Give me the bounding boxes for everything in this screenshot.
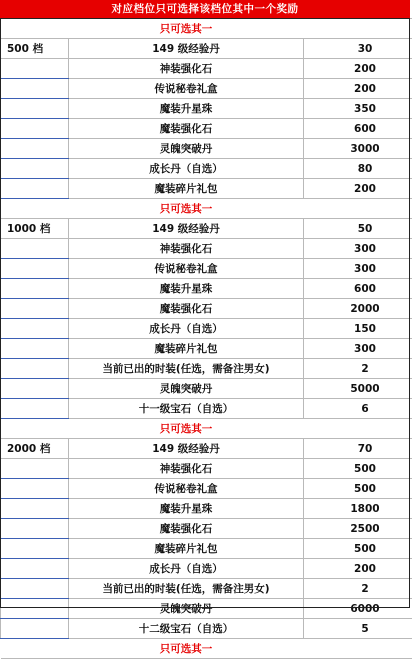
table-row [1, 359, 412, 379]
notice-spacer [1, 419, 69, 439]
reward-name: 传说秘卷礼盒 [69, 479, 304, 499]
table-row [1, 319, 412, 339]
tier-cell [1, 159, 69, 179]
table-row [1, 39, 412, 59]
table-row [1, 239, 412, 259]
reward-amount: 300 [304, 259, 412, 279]
tier-cell [1, 359, 69, 379]
notice-spacer [304, 639, 412, 659]
reward-name: 成长丹（自选） [69, 319, 304, 339]
reward-name: 魔装升星珠 [69, 499, 304, 519]
notice-spacer [1, 19, 69, 39]
tier-cell [1, 519, 69, 539]
notice-text: 只可选其一 [69, 419, 304, 439]
reward-amount: 50 [304, 219, 412, 239]
reward-name: 魔装碎片礼包 [69, 339, 304, 359]
reward-name: 魔装强化石 [69, 299, 304, 319]
tier-label: 2000 档 [1, 439, 69, 459]
reward-name: 十一级宝石（自选） [69, 399, 304, 419]
table-row [1, 99, 412, 119]
reward-amount: 200 [304, 559, 412, 579]
notice-text: 只可选其一 [69, 199, 304, 219]
table-row [1, 379, 412, 399]
tier-cell [1, 379, 69, 399]
tier-cell [1, 119, 69, 139]
reward-name: 灵魄突破丹 [69, 599, 304, 619]
table-row [1, 479, 412, 499]
reward-name: 魔装碎片礼包 [69, 539, 304, 559]
tier-cell [1, 319, 69, 339]
reward-name: 灵魄突破丹 [69, 379, 304, 399]
tier-cell [1, 279, 69, 299]
notice-row [1, 419, 412, 439]
tier-label: 500 档 [1, 39, 69, 59]
reward-amount: 600 [304, 279, 412, 299]
reward-amount: 30 [304, 39, 412, 59]
tier-cell [1, 459, 69, 479]
tier-cell [1, 559, 69, 579]
reward-amount: 300 [304, 339, 412, 359]
reward-amount: 2 [304, 359, 412, 379]
table-row [1, 119, 412, 139]
table-title: 对应档位只可选择该档位其中一个奖励 [0, 0, 410, 18]
tier-cell [1, 259, 69, 279]
reward-name: 成长丹（自选） [69, 559, 304, 579]
table-row [1, 339, 412, 359]
table-row [1, 619, 412, 639]
reward-amount: 5 [304, 619, 412, 639]
reward-amount: 2 [304, 579, 412, 599]
reward-name: 魔装强化石 [69, 119, 304, 139]
reward-name: 149 级经验丹 [69, 219, 304, 239]
reward-amount: 5000 [304, 379, 412, 399]
table-row [1, 259, 412, 279]
reward-amount: 150 [304, 319, 412, 339]
notice-row [1, 19, 412, 39]
table-row [1, 459, 412, 479]
table-row [1, 299, 412, 319]
reward-amount: 6 [304, 399, 412, 419]
reward-name: 灵魄突破丹 [69, 139, 304, 159]
reward-amount: 600 [304, 119, 412, 139]
reward-amount: 200 [304, 59, 412, 79]
reward-name: 当前已出的时装(任选，需备注男女) [69, 359, 304, 379]
reward-amount: 3000 [304, 139, 412, 159]
tier-cell [1, 499, 69, 519]
table-row [1, 539, 412, 559]
reward-name: 魔装升星珠 [69, 279, 304, 299]
notice-spacer [304, 199, 412, 219]
table-row [1, 559, 412, 579]
tier-cell [1, 239, 69, 259]
reward-name: 149 级经验丹 [69, 439, 304, 459]
reward-name: 当前已出的时装(任选，需备注男女) [69, 579, 304, 599]
reward-name: 神装强化石 [69, 239, 304, 259]
table-row [1, 59, 412, 79]
reward-name: 神装强化石 [69, 59, 304, 79]
reward-amount: 1800 [304, 499, 412, 519]
table-row [1, 399, 412, 419]
reward-name: 传说秘卷礼盒 [69, 79, 304, 99]
reward-name: 十二级宝石（自选） [69, 619, 304, 639]
tier-cell [1, 539, 69, 559]
table-row [1, 279, 412, 299]
table-row [1, 499, 412, 519]
reward-amount: 2500 [304, 519, 412, 539]
reward-amount: 200 [304, 79, 412, 99]
reward-amount: 500 [304, 539, 412, 559]
notice-text: 只可选其一 [69, 19, 304, 39]
reward-amount: 80 [304, 159, 412, 179]
tier-cell [1, 579, 69, 599]
reward-amount: 500 [304, 459, 412, 479]
table-row [1, 219, 412, 239]
reward-name: 魔装升星珠 [69, 99, 304, 119]
table-row [1, 519, 412, 539]
reward-amount: 500 [304, 479, 412, 499]
reward-table [0, 18, 412, 659]
tier-cell [1, 399, 69, 419]
reward-amount: 6000 [304, 599, 412, 619]
tier-cell [1, 299, 69, 319]
notice-spacer [304, 19, 412, 39]
notice-spacer [1, 639, 69, 659]
notice-row [1, 639, 412, 659]
tier-cell [1, 139, 69, 159]
tier-cell [1, 339, 69, 359]
reward-name: 魔装强化石 [69, 519, 304, 539]
notice-text: 只可选其一 [69, 639, 304, 659]
table-row [1, 159, 412, 179]
reward-amount: 350 [304, 99, 412, 119]
tier-label: 1000 档 [1, 219, 69, 239]
reward-amount: 300 [304, 239, 412, 259]
reward-name: 149 级经验丹 [69, 39, 304, 59]
notice-row [1, 199, 412, 219]
tier-cell [1, 99, 69, 119]
tier-cell [1, 619, 69, 639]
table-row [1, 179, 412, 199]
tier-cell [1, 179, 69, 199]
tier-cell [1, 59, 69, 79]
notice-spacer [1, 199, 69, 219]
reward-name: 魔装碎片礼包 [69, 179, 304, 199]
table-row [1, 439, 412, 459]
reward-amount: 2000 [304, 299, 412, 319]
notice-spacer [304, 419, 412, 439]
reward-name: 传说秘卷礼盒 [69, 259, 304, 279]
reward-name: 神装强化石 [69, 459, 304, 479]
tier-cell [1, 79, 69, 99]
tier-cell [1, 479, 69, 499]
table-row [1, 579, 412, 599]
table-row [1, 139, 412, 159]
table-row [1, 79, 412, 99]
reward-amount: 200 [304, 179, 412, 199]
reward-amount: 70 [304, 439, 412, 459]
reward-name: 成长丹（自选） [69, 159, 304, 179]
